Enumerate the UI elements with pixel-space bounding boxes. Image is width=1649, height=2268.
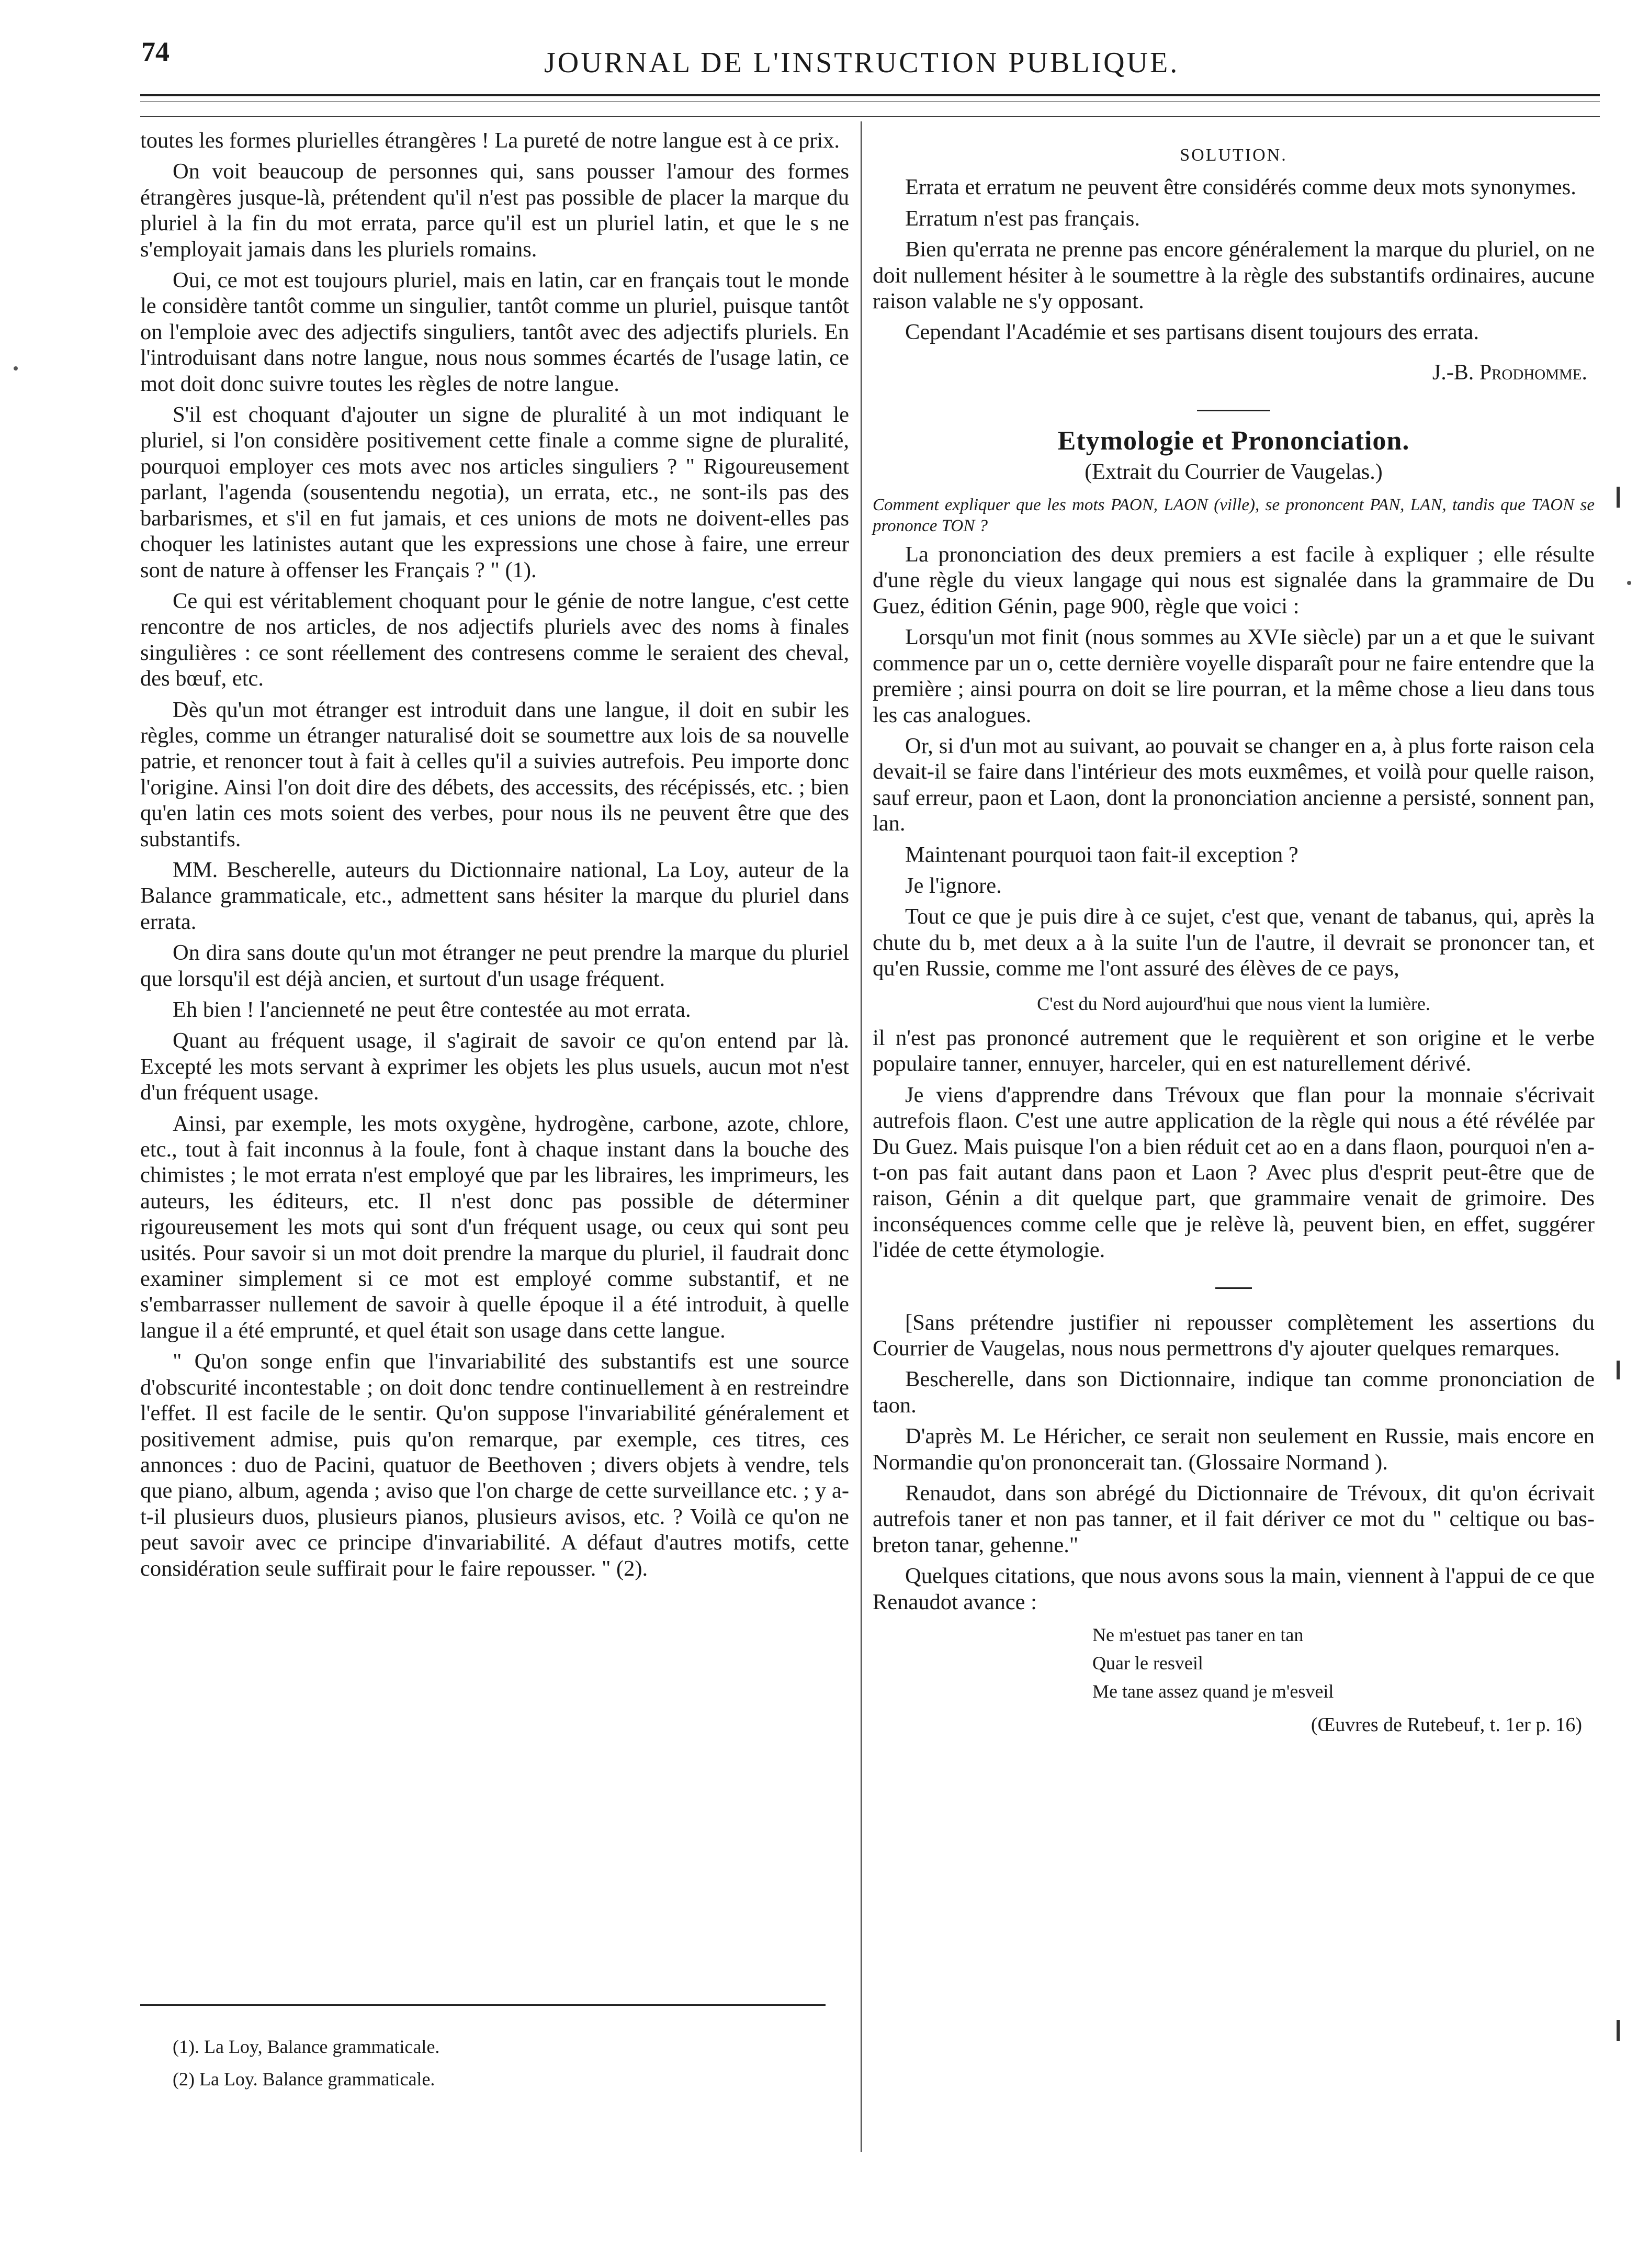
paragraph: Bien qu'errata ne prenne pas encore généralement la marque du pluriel, on ne doit nullement hésiter à le soumettre à la règle des substantifs ordinaires, aucune raison valable ne s'y opposant.: [873, 237, 1595, 314]
paragraph: Je viens d'apprendre dans Trévoux que flan pour la monnaie s'écrivait autrefois flaon. C'est une autre application de la règle qui nous a été révélée par Du Guez. Mais puisque l'on a bien réduit cet ao en a dans flaon, pourquoi n'en a-t-on pas fait autant dans paon et Laon ? Avec plus d'esprit peut-être que de raison, Génin a dit quelque part, que grammaire venait de grimoire. Des inconséquences comme celle que je relève là, peuvent bien, en effet, suggérer l'idée de cette étymologie.: [873, 1082, 1595, 1263]
header-rule-thin: [140, 116, 1600, 117]
section-subtitle: (Extrait du Courrier de Vaugelas.): [1085, 459, 1383, 484]
question: Comment expliquer que les mots PAON, LAON (ville), se prononcent PAN, LAN, tandis que TAON se prononce TON ?: [873, 496, 1595, 536]
margin-mark: [1617, 487, 1620, 508]
running-head: JOURNAL DE L'INSTRUCTION PUBLIQUE.: [544, 47, 1180, 79]
page-number: 74: [141, 36, 170, 68]
paragraph: [Sans prétendre justifier ni repousser complètement les assertions du Courrier de Vaugelas, nous nous permettrons d'y ajouter quelques remarques.: [873, 1310, 1595, 1361]
dash-separator: [1215, 1287, 1252, 1289]
paragraph: Or, si d'un mot au suivant, ao pouvait se changer en a, à plus forte raison cela devait-il se faire dans l'intérieur des mots euxmêmes, et voilà pour quelle raison, sauf erreur, paon et Laon, dont la prononciation ancienne a persisté, sonnent pan, lan.: [873, 733, 1595, 836]
section-title: Etymologie et Prononciation.: [1057, 426, 1410, 456]
paragraph: La prononciation des deux premiers a est facile à expliquer ; elle résulte d'une règle du vieux langage qui nous est signalée dans la grammaire de Du Guez, édition Génin, page 900, règle que voici :: [873, 542, 1595, 619]
paragraph: Tout ce que je puis dire à ce sujet, c'est que, venant de tabanus, qui, après la chute du b, met deux a à la suite l'un de l'autre, il devrait se prononcer tan, et qu'en Russie, comme me l'ont assuré des élèves de ce pays,: [873, 904, 1595, 981]
quotation: C'est du Nord aujourd'hui que nous vient la lumière.: [1037, 993, 1430, 1014]
footnotes: [173, 2030, 439, 2095]
left-column: [140, 128, 849, 1581]
signature: J.-B. Prodhomme.: [1432, 360, 1587, 385]
paragraph: Quelques citations, que nous avons sous la main, viennent à l'appui de ce que Renaudot avance :: [873, 1564, 1595, 1614]
paragraph: toutes les formes plurielles étrangères ! La pureté de notre langue est à ce prix.: [140, 128, 840, 153]
paragraph: MM. Bescherelle, auteurs du Dictionnaire national, La Loy, auteur de la Balance grammaticale, etc., admettent sans hésiter la marque du pluriel dans errata.: [140, 857, 849, 934]
footnote-rule: [140, 2004, 826, 2006]
paragraph: Bescherelle, dans son Dictionnaire, indique tan comme prononciation de taon.: [873, 1367, 1595, 1418]
paragraph: Cependant l'Académie et ses partisans disent toujours des errata.: [905, 320, 1479, 345]
margin-dot: [14, 366, 18, 370]
paragraph: Je l'ignore.: [905, 873, 1002, 898]
paragraph: Maintenant pourquoi taon fait-il exception ?: [905, 842, 1298, 867]
footnote: (1). La Loy, Balance grammaticale.: [173, 2036, 440, 2057]
verse-quote: [873, 1623, 1595, 1703]
verse-line: Ne m'estuet pas taner en tan: [1092, 1624, 1304, 1646]
paragraph: Renaudot, dans son abrégé du Dictionnaire de Trévoux, dit qu'on écrivait autrefois taner et non pas tanner, et il fait dériver ce mot du " celtique ou bas-breton tanar, gehenne.": [873, 1481, 1595, 1557]
paragraph: " Qu'on songe enfin que l'invariabilité des substantifs est une source d'obscurité incontestable ; on doit donc tendre continuellement à en restreindre l'effet. Il est facile de le sentir. Qu'on suppose l'invariabilité généralement et positivement admise, puis qu'on remarque, par exemple, ces titres, ces annonces : duo de Pacini, quatuor de Beethoven ; divers objets à vendre, tels que piano, album, agenda ; aviso que l'on charge de cette surveillance etc. ; y a-t-il plusieurs duos, plusieurs pianos, plusieurs avisos, etc. ? Voilà ce qu'on ne peut savoir avec ce principe d'invariabilité. A défaut d'autres motifs, cette considération seule suffirait pour le faire repousser. " (2).: [140, 1349, 849, 1581]
paragraph: D'après M. Le Héricher, ce serait non seulement en Russie, mais encore en Normandie qu'on prononcerait tan. (Glossaire Normand ).: [873, 1424, 1595, 1475]
verse-line: Me tane assez quand je m'esveil: [1092, 1681, 1334, 1702]
verse-line: Quar le resveil: [1092, 1653, 1203, 1674]
paragraph: On voit beaucoup de personnes qui, sans pousser l'amour des formes étrangères jusque-là, prétendent qu'il n'est pas possible de placer la marque du pluriel à la fin du mot errata, parce qu'il est un pluriel latin, et que le s ne s'employait jamais dans les pluriels romains.: [140, 159, 849, 262]
paragraph: Oui, ce mot est toujours pluriel, mais en latin, car en français tout le monde le considère tantôt comme un singulier, tantôt comme un pluriel, puisque tantôt on l'emploie avec des adjectifs singuliers, tantôt avec des adjectifs pluriels. En l'introduisant dans notre langue, nous nous sommes écartés de l'usage latin, ce mot doit donc suivre toutes les règles de notre langue.: [140, 268, 849, 396]
margin-mark: [1617, 1361, 1620, 1379]
paragraph: Erratum n'est pas français.: [905, 206, 1140, 231]
verse-source: (Œuvres de Rutebeuf, t. 1er p. 16): [1311, 1714, 1582, 1736]
paragraph: Errata et erratum ne peuvent être considérés comme deux mots synonymes.: [905, 175, 1576, 200]
right-column: [873, 135, 1595, 1738]
footnote: (2) La Loy. Balance grammaticale.: [173, 2069, 435, 2090]
paragraph: Ainsi, par exemple, les mots oxygène, hydrogène, carbone, azote, chlore, etc., tout à fait inconnus à la foule, font à chaque instant dans la bouche des chimistes ; le mot errata n'est employé que par les libraires, les imprimeurs, les auteurs, les éditeurs, etc. Il n'est donc pas possible de déterminer rigoureusement les mots qui sont d'un fréquent usage, ou ceux qui sont peu usités. Pour savoir si un mot doit prendre la marque du pluriel, il faudrait donc examiner simplement si ce mot est employé comme substantif, et ne s'embarrasser nullement de savoir à quelle époque il a été introduit, à quelle langue il a été emprunté, et quel était son usage dans cette langue.: [140, 1111, 849, 1343]
paragraph: On dira sans doute qu'un mot étranger ne peut prendre la marque du pluriel que lorsqu'il est déjà ancien, et surtout d'un usage fréquent.: [140, 940, 849, 991]
solution-heading: SOLUTION.: [1180, 145, 1287, 165]
paragraph: Dès qu'un mot étranger est introduit dans une langue, il doit en subir les règles, comme un étranger naturalisé doit se soumettre aux lois de sa nouvelle patrie, et renoncer tout à fait à celles qu'il a suivies autrefois. Peu importe donc l'origine. Ainsi l'on doit dire des débets, des accessits, des récépissés, etc. ; bien qu'en latin ces mots soient des verbes, pour nous ils ne peuvent être que des substantifs.: [140, 697, 849, 851]
margin-mark: [1617, 2020, 1620, 2041]
paragraph: Lorsqu'un mot finit (nous sommes au XVIe siècle) par un a et que le suivant commence par un o, cette dernière voyelle disparaît pour ne faire entendre que la première ; ainsi pourra on doit se lire pourran, et la même chose a lieu dans tous les cas analogues.: [873, 625, 1595, 727]
margin-dot: [1627, 581, 1631, 585]
paragraph: Ce qui est véritablement choquant pour le génie de notre langue, c'est cette rencontre de nos articles, de nos adjectifs pluriels avec des noms à finales singulières : ce sont réellement des contresens comme le seraient des cheval, des bœuf, etc.: [140, 588, 849, 691]
paragraph: S'il est choquant d'ajouter un signe de pluralité à un mot indiquant le pluriel, si l'on considère positivement cette finale a comme signe de pluralité, pourquoi employer ces mots avec nos articles singuliers ? " Rigoureusement parlant, l'agenda (sousentendu negotia), un errata, etc., ne sont-ils pas des barbarismes, et s'il en fut jamais, et ces unions de mots ne doivent-elles pas choquer les latinistes autant que les expressions une chose à faire, une erreur sont de nature à offenser les Français ? " (1).: [140, 402, 849, 582]
header-rule: [140, 94, 1600, 102]
paragraph: Eh bien ! l'ancienneté ne peut être contestée au mot errata.: [173, 997, 691, 1022]
section-separator: [1197, 410, 1270, 411]
column-divider: [861, 121, 862, 2152]
paragraph: il n'est pas prononcé autrement que le requièrent et son origine et le verbe populaire tanner, ennuyer, harceler, qui en est naturellement dérivé.: [873, 1025, 1595, 1076]
paragraph: Quant au fréquent usage, il s'agirait de savoir ce qu'on entend par là. Excepté les mots servant à exprimer les objets les plus usuels, aucun mot n'est d'un fréquent usage.: [140, 1028, 849, 1105]
